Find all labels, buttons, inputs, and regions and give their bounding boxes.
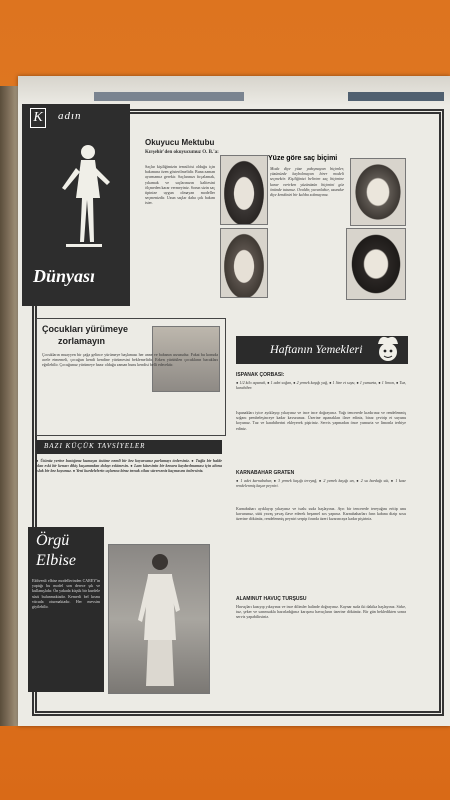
- model-figure: [130, 550, 190, 690]
- karnabahar-title: KARNABAHAR GRATEN: [236, 470, 295, 476]
- cocuk-heading-line2: zorlamayın: [58, 336, 106, 346]
- dunyasi-title: Dünyası: [33, 266, 96, 286]
- sac-body: Moda diye yüze yakışmayan biçimler, yüzünüzde kaybolmayan birer modeli seçmektir. Kişiliğinizi belirten saç biçimine karar verirken yüzünüzün biçimini göz önünde tutunuz. Ovaldir, yuvarlaktır, uzundur diye kendinizi bir kalıba sokmayınız.: [270, 166, 344, 198]
- ispanak-ingredients: ● 1/2 kilo ıspanak, ● 1 adet soğan, ● 2 yemek kaşığı yağ, ● 1 litre et suyu, ● 1 yumurta, ● 1 limon, ● Tuz, karabiber.: [236, 380, 406, 391]
- haftanin-title: Haftanın Yemekleri: [270, 342, 363, 356]
- previous-page-strip: [18, 76, 450, 106]
- tavsiye-title: BAZI KÜÇÜK TAVSİYELER: [44, 442, 146, 450]
- kadin-title-initial: K: [30, 108, 46, 128]
- ispanak-title: ISPANAK ÇORBASI:: [236, 372, 285, 378]
- orgu-title-line1: Örgü: [36, 532, 70, 549]
- karnabahar-body: Karnabaharı ayıklayıp yıkayınız ve tuzlu suda haşlayınız. Ayrı bir tencerede tereyağını eritip unu kavurunuz, sütü yavaş yavaş ilave ederek beşamel sos yapınız. Karnabaharları fırın kabına dizip sosu üzerine dökünüz, rendelenmiş peyniri serpip fırında üzeri kızarıncaya kadar pişiriniz.: [236, 506, 406, 522]
- karnabahar-ingredients: ● 1 adet karnabahar, ● 3 yemek kaşığı tereyağ, ● 2 yemek kaşığı un, ● 2 su bardağı süt, ● 1 kase rendelenmiş kaşar peyniri.: [236, 478, 406, 489]
- fashion-figure-illustration: [54, 138, 118, 262]
- sac-heading: Yüze göre saç biçimi: [268, 155, 338, 162]
- binder-spine: [0, 86, 20, 726]
- ispanak-body: Ispanakları iyice ayıklayıp yıkayınız ve ince ince doğrayınız. Yağı tencerede kızdırınız ve rendelenmiş soğanı pembeleşinceye kadar kavurunuz. Üzerine ıspanakları ilave ediniz, biraz çevirip et suyunu koyunuz. Tuz ve karabiberini ekleyerek pişiriniz. Servis yapmadan önce yumurta ve limonla terbiye ediniz.: [236, 410, 406, 431]
- hairstyle-photo-2: [220, 228, 268, 298]
- orgu-title-line2: Elbise: [36, 552, 76, 569]
- okuyucu-subheading: Kırşehir'den okuyucumuz O. B.'a:: [145, 150, 219, 155]
- previous-page-edge: [94, 92, 244, 101]
- orgu-body: Eldivenli elbise modellerinden CAREY'in yaptığı bu model son derece şık ve kullanışlıdır. Ön yakada küçük bir kurdele süsü bulunmaktadır. Kemerli bel kısmı vücuda oturmaktadır. Her mevsim giyilebilir.: [32, 578, 100, 610]
- hairstyle-photo-4: [346, 228, 406, 300]
- havuc-body: Havuçları kazıyıp yıkayınız ve ince dilimler halinde doğrayınız. Kaynar suda iki dakika haşlayınız. Sirke, tuz, şeker ve sarımsakla hazırladığınız karışımı havuçların üzerine dökünüz. Bir gün bekledikten sonra servis yapabilirsiniz.: [236, 604, 406, 620]
- havuc-title: ALAMINUT HAVUÇ TURŞUSU: [236, 596, 307, 602]
- chef-icon: [368, 330, 408, 370]
- okuyucu-heading: Okuyucu Mektubu: [145, 138, 215, 147]
- cocuk-body: Çocukların muayyen bir çağa gelince yürümeye başlaması her anne ve babanın arzusudur. Fakat bu konuda acele etmemeli, çocuğun kendi kendine yürümesini beklemelidir. Erken yürütülen çocukların bacakları eğrilebilir. Çocuğunuz yürümeye hazır olduğu zaman bunu kendisi belli edecektir.: [42, 352, 218, 368]
- hairstyle-photo-1: [220, 155, 268, 225]
- okuyucu-body: Saçlar kişiliğimizin temsilcisi olduğu için bakımına özen gösterilmelidir. Buna zaman ayırmamız gerekir. Saçlarınızı fırçalamak, yıkamak ve saçlarınızın kalitesini ölçmeden karar vermeyiniz. Sorun sizin saç tipinize uygun olmayan modeller seçmenizdir. Uzun saçlar daha çok bakım ister.: [145, 164, 215, 206]
- hairstyle-photo-3: [350, 158, 406, 226]
- tavsiye-body: ● Ütünüz yerine bastığınız kumaşın üstüne nemli bir bez koyarsanız parlamayı önlersiniz. ● Tuğla bir halde olan eski bir kenarı dikiş kuşamından dolayı eskimesin. ● Lam kâsesinin bir kenara kaydırılmaması için altına ıslak bir bez koyunuz. ● Yeni kurdelelerin uçlarına biraz tırnak cilası sürerseniz kaçmasını önlersiniz.: [36, 458, 222, 474]
- kadin-title: adın: [58, 110, 82, 122]
- cocuk-heading-line1: Çocukları yürümeye: [42, 324, 129, 334]
- previous-page-edge: [348, 92, 444, 101]
